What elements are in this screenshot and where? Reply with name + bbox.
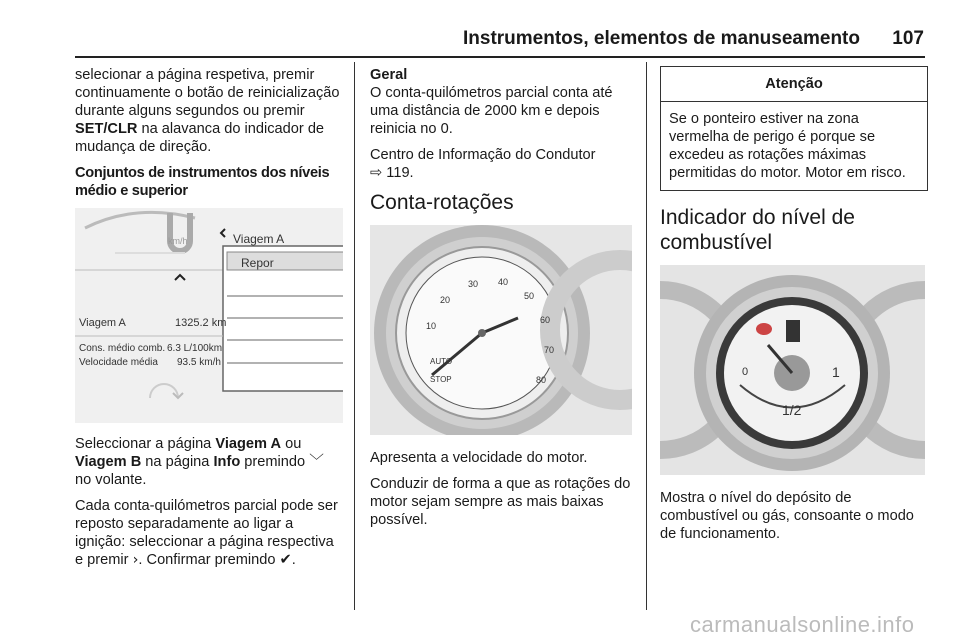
tick-label: 20 [440,295,451,305]
menu-title: Viagem A [233,232,285,246]
avg-speed-value: 93.5 km/h [177,357,221,368]
paragraph: Cada conta-quilómetros parcial pode ser reposto separadamente ao ligar a ignição: seleccionar a página respectiva e premir ›. Confirmar premindo ✔. [75,498,338,568]
consumption-value: 6.3 L/100km [167,343,223,354]
cross-reference: Centro de Informação do Condutor ⇨ 119. [370,147,596,181]
reference-arrow-icon: ⇨ [370,164,383,181]
paragraph: Mostra o nível do depósito de combustível ou gás, consoante o modo de funcionamento. [660,490,914,542]
column-2 [370,66,635,537]
watermark: carmanualsonline.info [690,612,915,637]
menu-item-reset: Repor [241,256,274,270]
fuel-half-label: 1/2 [782,402,802,418]
attention-text: Se o ponteiro estiver na zona vermelha de perigo é porque se excedeu as rotações máximas permitidas do motor. Motor em risco. [669,111,906,181]
trip-value: 1325.2 km [175,317,227,329]
tachometer-image [370,225,632,435]
column-divider [646,62,647,610]
tick-label: 30 [468,279,479,289]
column-3 [660,66,928,551]
heading: Indicador do nível de combustível [660,206,855,254]
paragraph: Conduzir de forma a que as rotações do motor sejam sempre as mais baixas possível. [370,476,631,528]
fuel-gauge-svg [660,265,925,475]
chevron-right-icon: › [132,551,139,568]
paragraph: O conta-quilómetros parcial conta até uma distância de 2000 km e depois reinicia no 0. [370,85,613,137]
tick-label: 50 [524,291,535,301]
tick-label: 40 [498,277,509,287]
column-divider [354,62,355,610]
checkmark-icon: ✔ [279,551,292,568]
tick-label: 80 [536,375,547,385]
attention-title: Atenção [661,67,927,102]
fuel-empty-label: 0 [742,366,749,378]
avg-speed-label: Velocidade média [79,357,158,368]
paragraph: selecionar a página respetiva, premir continuamente o botão de reinicialização durante alguns segundos ou premir SET/CLR na alavanca do indicador de mudança de direção. [75,67,340,155]
trip-label: Viagem A [79,317,126,329]
fuel-gauge-image [660,265,925,475]
column-1 [75,66,343,577]
auto-stop-label: AUTO STOP [430,357,453,384]
paragraph: Apresenta a velocidade do motor. [370,450,588,466]
speed-unit: km/h [168,236,188,246]
heading: Conta-rotações [370,191,514,214]
subheading: Conjuntos de instrumentos dos níveis médio e superior [75,165,330,199]
tick-label: 10 [426,321,437,331]
tick-label: 60 [540,315,551,325]
header-title: Instrumentos, elementos de manuseamento [463,28,860,49]
attention-box [660,66,928,191]
fuel-full-label: 1 [832,364,840,380]
chevron-down-icon: ﹀ [309,453,324,470]
header-rule [75,56,925,58]
tachometer-svg [370,225,632,435]
paragraph: Seleccionar a página Viagem A ou Viagem B na página Info premindo ﹀ no volante. [75,436,324,488]
tick-label: 70 [544,345,555,355]
consumption-label: Cons. médio comb. [79,343,166,354]
page-number: 107 [892,28,924,49]
instrument-display-image [75,208,343,423]
page-header [0,28,960,58]
section-title: Geral [370,67,408,83]
